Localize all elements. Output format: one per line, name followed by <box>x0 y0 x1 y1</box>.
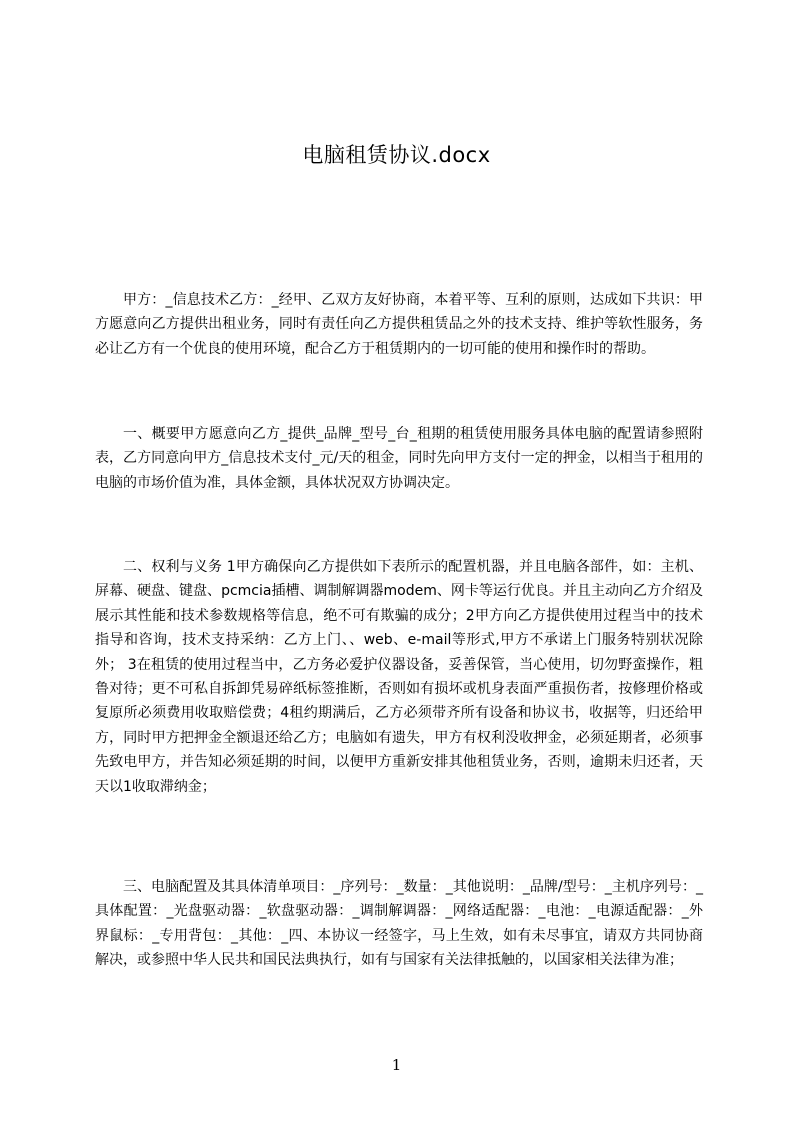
paragraph-section-2-rights-obligations: 二、权利与义务 1甲方确保向乙方提供如下表所示的配置机器，并且电脑各部件，如：主机、屏幕、硬盘、键盘、pcmcia插槽、调制解调器modem、网卡等运行优良。并且主动向乙方介绍及展示其性能和技术参数规格等信息，绝不可有欺骗的成分；2甲方向乙方提供使用过程当中的技术指导和咨询，技术支持采纳：乙方上门、、web、e-mail等形式,甲方不承诺上门服务特别状况除外； 3在租赁的使用过程当中，乙方务必爱护仪器设备，妥善保管，当心使用，切勿野蛮操作，粗鲁对待；更不可私自拆卸凭易碎纸标签推断，否则如有损坏或机身表面严重损伤者，按修理价格或复原所必须费用收取赔偿费；4租约期满后，乙方必须带齐所有设备和协议书，收据等，归还给甲方，同时甲方把押金全额退还给乙方；电脑如有遗失，甲方有权利没收押金，必须延期者，必须事先致电甲方，并告知必须延期的时间，以便甲方重新安排其他租赁业务，否则，逾期未归还者，天天以1收取滞纳金； <box>95 559 703 795</box>
paragraph-section-3-configuration: 三、电脑配置及其具体清单项目：_序列号：_数量：_其他说明：_品牌/型号：_主机序列号：_具体配置：_光盘驱动器：_软盘驱动器：_调制解调器：_网络适配器：_电池：_电源适配器：_外界鼠标：_专用背包：_其他：_四、本协议一经签字，马上生效，如有未尽事宜，请双方共同协商解决，或参照中华人民共和国民法典执行，如有与国家有关法律抵触的，以国家相关法律为准； <box>95 879 703 969</box>
page-number: 1 <box>391 1056 402 1074</box>
paragraph-preamble: 甲方：_信息技术乙方：_经甲、乙双方友好协商，本着平等、互利的原则，达成如下共识：甲方愿意向乙方提供出租业务，同时有责任向乙方提供租赁品之外的技术支持、维护等软性服务，务必让乙方有一个优良的使用环境，配合乙方于租赁期内的一切可能的使用和操作时的帮助。 <box>95 292 703 357</box>
paragraph-section-1-overview: 一、概要甲方愿意向乙方_提供_品牌_型号_台_租期的租赁使用服务具体电脑的配置请参照附表，乙方同意向甲方_信息技术支付_元/天的租金，同时先向甲方支付一定的押金，以相当于租用的电脑的市场价值为准，具体金额，具体状况双方协调决定。 <box>95 426 703 491</box>
document-title: 电脑租赁协议.docx <box>302 143 491 167</box>
